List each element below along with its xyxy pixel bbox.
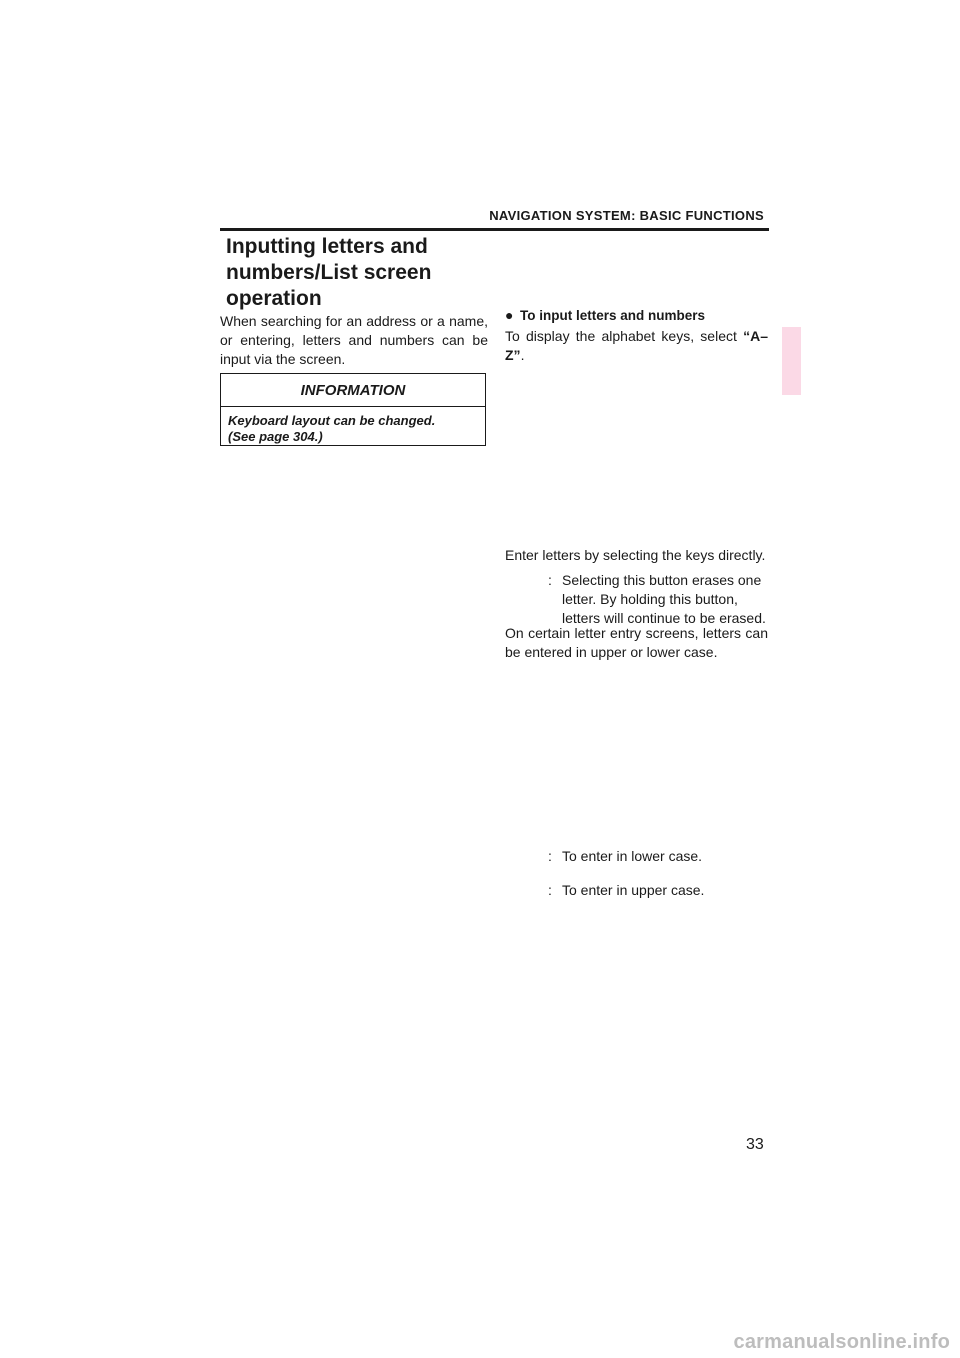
- information-text: [221, 407, 485, 445]
- page-title-line-3: operation: [226, 287, 322, 310]
- bullet-heading-text: To input letters and numbers: [520, 308, 706, 323]
- information-text-line-2: (See page 304.): [228, 429, 323, 444]
- information-box: [220, 373, 486, 446]
- running-header: NAVIGATION SYSTEM: BASIC FUNCTIONS: [489, 208, 764, 223]
- alphabet-keys-text: To display the alphabet keys, select: [505, 328, 744, 344]
- erase-button-description: Selecting this button erases one letter. By holding this button, letters will continue to be erased.: [562, 572, 766, 626]
- information-text-line-1: Keyboard layout can be changed.: [228, 413, 436, 428]
- page-title-line-1: Inputting letters and: [226, 235, 428, 258]
- erase-button-definition: [548, 571, 770, 628]
- upper-case-description: To enter in upper case.: [562, 882, 705, 898]
- lower-case-definition: [548, 847, 770, 866]
- watermark: carmanualsonline.info: [733, 1331, 950, 1353]
- information-heading: INFORMATION: [300, 382, 406, 399]
- header-rule: [220, 228, 769, 231]
- upper-case-definition: [548, 881, 770, 900]
- definition-colon: :: [548, 882, 552, 898]
- section-tab-marker: [782, 327, 801, 395]
- definition-colon: :: [548, 848, 552, 864]
- bullet-icon: ●: [505, 307, 514, 323]
- page-title: [226, 234, 431, 312]
- alphabet-keys-paragraph: [505, 327, 768, 365]
- page-title-line-2: numbers/List screen: [226, 261, 432, 284]
- case-entry-paragraph: On certain letter entry screens, letters can be entered in upper or lower case.: [505, 625, 768, 660]
- lower-case-description: To enter in lower case.: [562, 848, 703, 864]
- intro-paragraph: When searching for an address or a name, or entering, letters and numbers can be input via the screen.: [220, 313, 488, 367]
- bullet-heading: [505, 307, 705, 323]
- alphabet-keys-period: .: [520, 347, 525, 363]
- page-number: 33: [746, 1136, 764, 1153]
- enter-letters-paragraph: Enter letters by selecting the keys directly.: [505, 547, 766, 563]
- a-z-key-label: “A–Z”: [505, 328, 768, 363]
- definition-colon: :: [548, 572, 552, 588]
